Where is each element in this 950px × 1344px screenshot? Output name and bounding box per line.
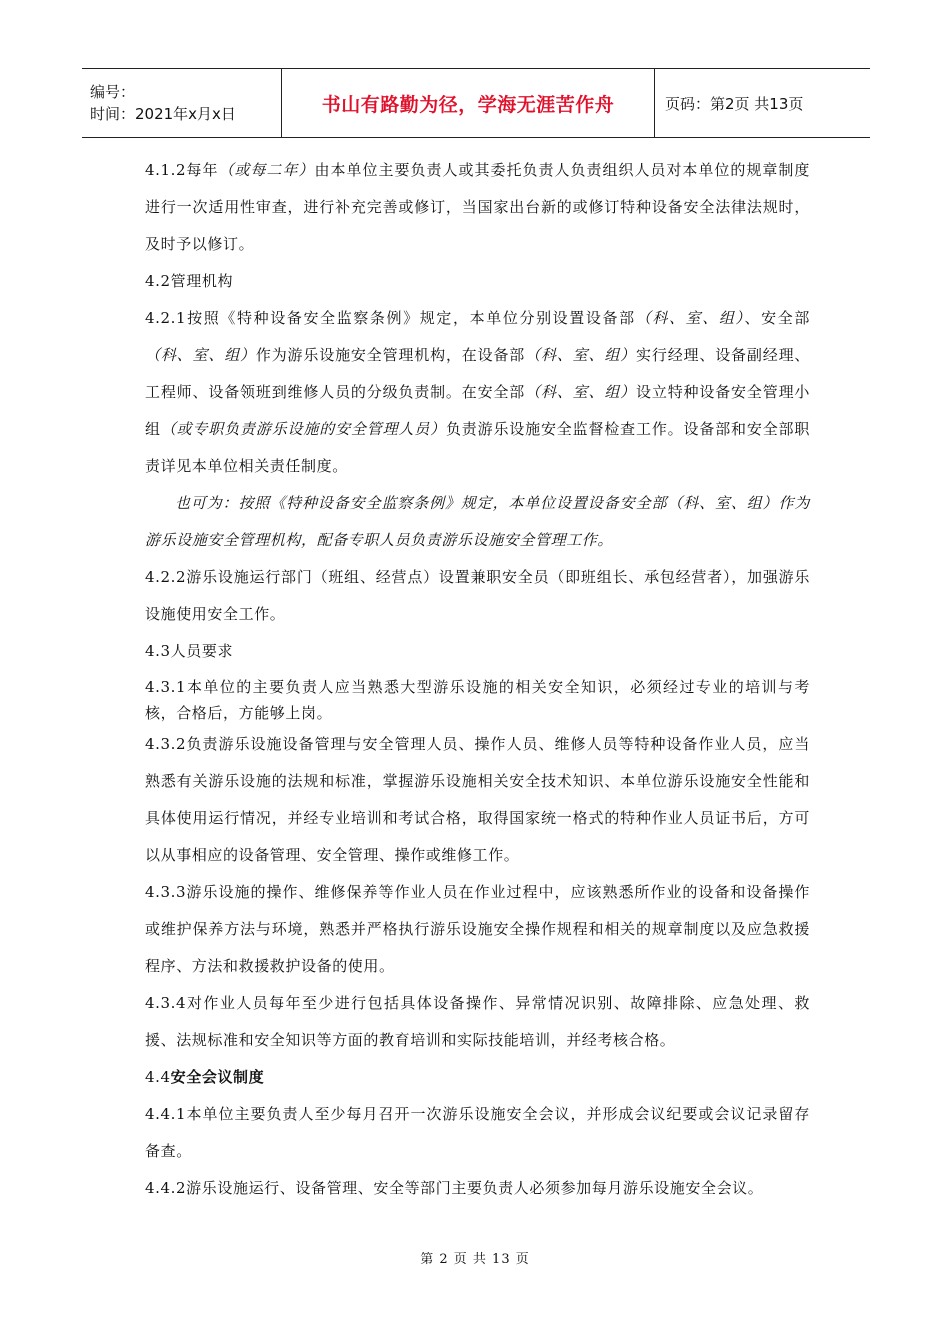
italic-run: （或每二年）	[218, 161, 315, 179]
text-run: 4.1.2每年	[145, 161, 219, 179]
paragraph-4-2-2: 4.2.2游乐设施运行部门（班组、经营点）设置兼职安全员（即班组长、承包经营者），加强游乐设施使用安全工作。	[145, 568, 810, 623]
paragraph-4-1-2	[145, 152, 810, 263]
heading-4-4	[145, 1059, 810, 1096]
paragraph-4-3-4: 4.3.4对作业人员每年至少进行包括具体设备操作、异常情况识别、故障排除、应急处理、救援、法规标准和安全知识等方面的教育培训和实际技能培训，并经考核合格。	[145, 994, 810, 1049]
document-body	[145, 152, 810, 1207]
header-motto-cell	[282, 69, 655, 137]
paragraph-4-4-2: 4.4.2游乐设施运行、设备管理、安全等部门主要负责人必须参加每月游乐设施安全会议。	[145, 1179, 764, 1197]
document-number-label: 编号：	[90, 83, 136, 101]
paragraph-4-2-1	[145, 300, 810, 485]
paragraph-4-4-1: 4.4.1本单位主要负责人至少每月召开一次游乐设施安全会议，并形成会议纪要或会议记录留存备查。	[145, 1105, 810, 1160]
text-run: 由本单位主要负责人或其委托负责人负责组织人员对本单位的规章制度进行一次适用性审查，进行补充完善或修订，当国家出台新的或修订特种设备安全法律法规时，及时予以修订。	[145, 161, 811, 253]
header-meta	[82, 69, 282, 137]
italic-run: （科、室、组）	[525, 383, 637, 401]
paragraph-4-2-1-alternative: 也可为：按照《特种设备安全监察条例》规定，本单位设置设备安全部（科、室、组）作为游乐设施安全管理机构，配备专职人员负责游乐设施安全管理工作。	[145, 494, 810, 549]
italic-run: （科、室、组）	[145, 346, 256, 364]
heading-4-3: 4.3人员要求	[145, 642, 234, 660]
paragraph-4-3-1: 4.3.1本单位的主要负责人应当熟悉大型游乐设施的相关安全知识，必须经过专业的培训与考核，合格后，方能够上岗。	[145, 678, 810, 722]
heading-number: 4.4	[145, 1068, 171, 1086]
heading-title: 安全会议制度	[170, 1068, 265, 1086]
italic-run: （科、室、组）	[635, 309, 745, 327]
text-run: 设立特种设备安全管理小组	[145, 383, 811, 438]
text-run: 实行经理、设备副经理、工程师、设备领班到维修人员的分级负责制。在安全部	[145, 346, 811, 401]
text-run: 4.2.1按照《特种设备安全监察条例》规定，本单位分别设置设备部	[145, 309, 636, 327]
document-header	[82, 68, 870, 138]
paragraph-4-3-3: 4.3.3游乐设施的操作、维修保养等作业人员在作业过程中，应该熟悉所作业的设备和设备操作或维护保养方法与环境，熟悉并严格执行游乐设施安全操作规程和相关的规章制度以及应急救援程序、方法和救援救护设备的使用。	[145, 883, 810, 975]
text-run: 负责游乐设施安全监督检查工作。设备部和安全部职责详见本单位相关责任制度。	[145, 420, 810, 475]
heading-4-2: 4.2管理机构	[145, 272, 234, 290]
italic-run: （科、室、组）	[525, 346, 637, 364]
page-footer: 第 2 页 共 13 页	[420, 1252, 530, 1267]
header-page-cell	[655, 69, 870, 137]
header-page-number: 页码：第2页 共13页	[665, 94, 804, 113]
text-run: 作为游乐设施安全管理机构，在设备部	[255, 346, 526, 364]
text-run: 、安全部	[744, 309, 810, 327]
paragraph-4-3-2: 4.3.2负责游乐设施设备管理与安全管理人员、操作人员、维修人员等特种设备作业人员，应当熟悉有关游乐设施的法规和标准，掌握游乐设施相关安全技术知识、本单位游乐设施安全性能和具体使用运行情况，并经专业培训和考试合格，取得国家统一格式的特种作业人员证书后，方可以从事相应的设备管理、安全管理、操作或维修工作。	[145, 735, 810, 864]
italic-run: （或专职负责游乐设施的安全管理人员）	[160, 420, 446, 438]
document-date: 时间：2021年x月x日	[90, 105, 236, 123]
motto-text: 书山有路勤为径，学海无涯苦作舟	[321, 93, 615, 116]
